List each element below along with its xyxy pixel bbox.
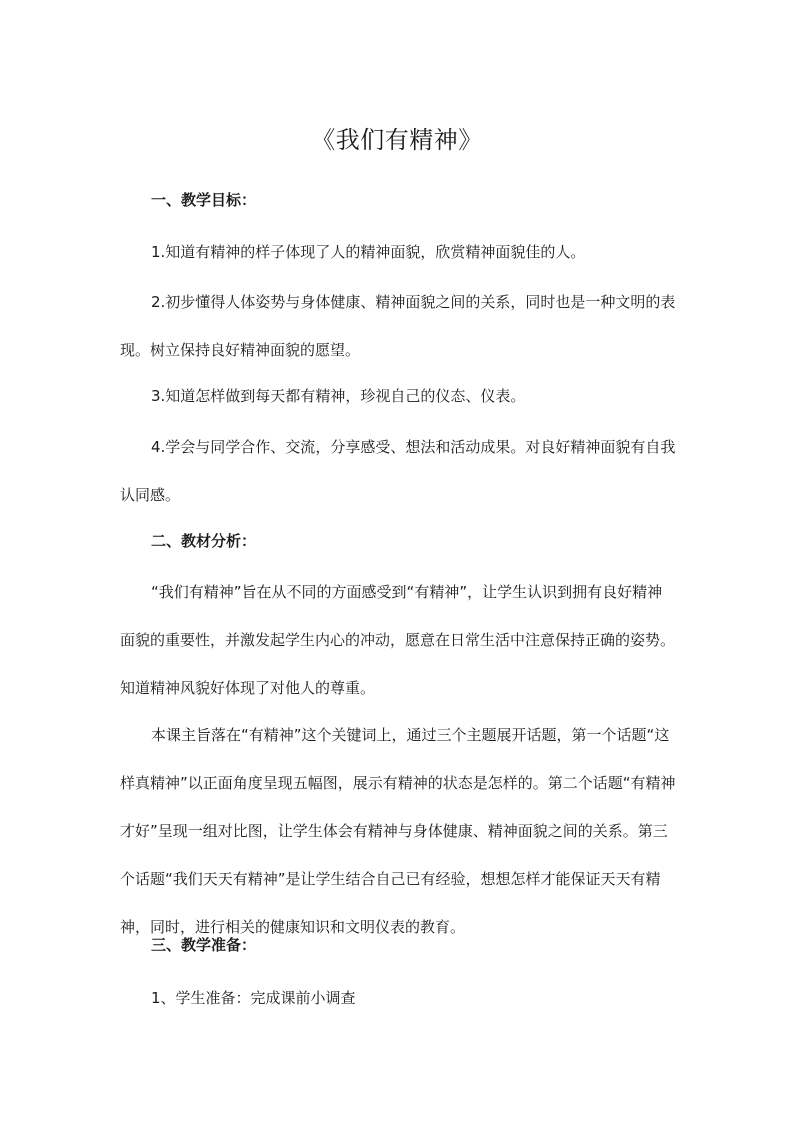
goal-item-2: 2.初步懂得人体姿势与身体健康、精神面貌之间的关系，同时也是一种文明的表现。树立保持良好精神面貌的愿望。: [120, 293, 676, 359]
goal-item-1: 1.知道有精神的样子体现了人的精神面貌，欣赏精神面貌佳的人。: [151, 243, 586, 261]
goal-item-4: 4.学会与同学合作、交流，分享感受、想法和活动成果。对良好精神面貌有自我认同感。: [120, 438, 676, 504]
analysis-paragraph-2: 本课主旨落在“有精神”这个关键词上，通过三个主题展开话题，第一个话题“这样真精神”以正面角度呈现五幅图，展示有精神的状态是怎样的。第二个话题“有精神才好”呈现一组对比图，让学生体会有精神与身体健康、精神面貌之间的关系。第三个话题“我们天天有精神”是让学生结合自己已有经验，想想怎样才能保证天天有精神，同时，进行相关的健康知识和文明仪表的教育。: [120, 726, 676, 936]
document-title: 《我们有精神》: [311, 126, 483, 154]
section-heading-preparation: 三、教学准备：: [151, 936, 257, 954]
preparation-item-1: 1、学生准备：完成课前小调查: [151, 989, 356, 1007]
section-heading-analysis: 二、教材分析：: [151, 532, 257, 550]
analysis-paragraph-1: “我们有精神”旨在从不同的方面感受到“有精神”，让学生认识到拥有良好精神面貌的重要性，并激发起学生内心的冲动，愿意在日常生活中注意保持正确的姿势。知道精神风貌好体现了对他人的尊重。: [120, 583, 676, 697]
section-heading-goals: 一、教学目标：: [151, 191, 257, 209]
goal-item-3: 3.知道怎样做到每天都有精神，珍视自己的仪态、仪表。: [151, 387, 526, 405]
